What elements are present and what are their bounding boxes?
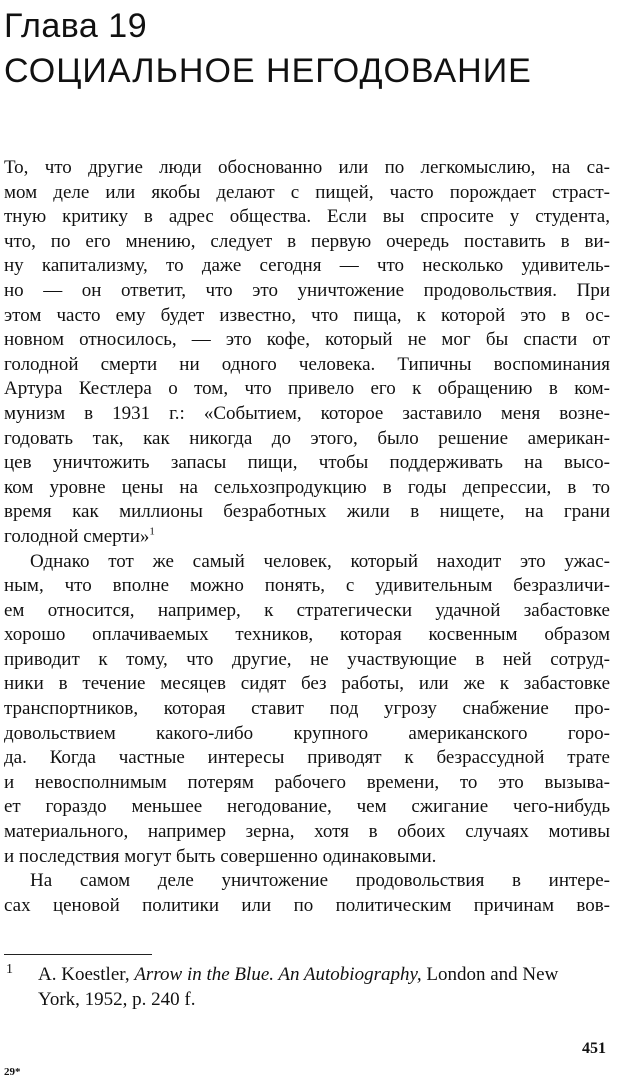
footnote-reference[interactable]: 1 xyxy=(149,525,155,538)
text-line: ет гораздо меньшее негодование, чем сжигание чего-нибудь xyxy=(4,796,610,818)
text-line: годовать так, как никогда до этого, было решение американ- xyxy=(4,427,610,449)
text-line: голодной смерти» xyxy=(4,525,150,547)
text-line: ну капитализму, то даже сегодня — что несколько удивитель- xyxy=(4,255,610,277)
text-line: ники в течение месяцев сидят без работы, или же к забастовке xyxy=(4,673,610,695)
signature-mark: 29* xyxy=(4,1066,21,1078)
text-line: ком уровне цены на сельхозпродукцию в годы депрессии, в то xyxy=(4,476,610,498)
text-line: ным, что вполне можно понять, с удивительным безразличи- xyxy=(4,575,610,597)
text-line: да. Когда частные интересы приводят к безрассудной трате xyxy=(4,747,610,769)
text-line: Однако тот же самый человек, который находит это ужас- xyxy=(30,550,610,572)
text-line: довольствием какого-либо крупного американского горо- xyxy=(4,722,610,744)
text-line: транспортников, которая ставит под угрозу снабжение про- xyxy=(4,698,610,720)
paragraph-1 xyxy=(4,156,610,550)
footnote-work-title: Arrow in the Blue. An Autobiography, xyxy=(134,964,422,985)
text-line: сах ценовой политики или по политическим причинам вов- xyxy=(4,894,610,916)
text-line: но — он ответит, что это уничтожение продовольствия. При xyxy=(4,279,610,301)
chapter-label: Глава 19 xyxy=(4,7,148,45)
text-line: То, что другие люди обоснованно или по легкомыслию, на са- xyxy=(4,157,610,178)
paragraph-2 xyxy=(4,550,610,870)
text-line: ем относится, например, к стратегически удачной забастовке xyxy=(4,599,610,621)
footnote-line-1 xyxy=(4,962,610,987)
text-line: тную критику в адрес общества. Если вы спросите у студента, xyxy=(4,206,610,228)
text-line: Артура Кестлера о том, что привело его к обращению в ком- xyxy=(4,378,610,400)
chapter-title: СОЦИАЛЬНОЕ НЕГОДОВАНИЕ xyxy=(4,52,532,90)
text-line: приводит к тому, что другие, не участвующие в ней сотруд- xyxy=(4,648,610,670)
page-number: 451 xyxy=(582,1040,606,1057)
text-line: и последствия могут быть совершенно одинаковыми. xyxy=(4,845,437,867)
footnote-line-2: York, 1952, p. 240 f. xyxy=(38,989,196,1010)
text-line: и невосполнимым потерям рабочего времени, то это вызыва- xyxy=(4,771,610,793)
text-line: что, по его мнению, следует в первую очередь поставить в ви- xyxy=(4,230,610,252)
footnote-number: 1 xyxy=(6,962,13,977)
text-line: мом деле или якобы делают с пищей, часто порождает страст- xyxy=(4,181,610,203)
text-line: мунизм в 1931 г.: «Событием, которое заставило меня возне- xyxy=(4,402,610,424)
footnote xyxy=(4,962,610,1012)
footnote-divider xyxy=(4,954,152,955)
text-line-with-footnote-ref xyxy=(4,525,610,550)
text-line: голодной смерти ни одного человека. Типичны воспоминания xyxy=(4,353,610,375)
text-line: На самом деле уничтожение продовольствия в интере- xyxy=(30,870,610,892)
text-line: этом часто ему будет известно, что пища, к которой это в ос- xyxy=(4,304,610,326)
text-line: цев уничтожить запасы пищи, чтобы поддерживать на высо- xyxy=(4,452,610,474)
text-line: хорошо оплачиваемых техников, которая косвенным образом xyxy=(4,624,610,646)
footnote-author: A. Koestler, xyxy=(38,964,135,985)
body-text xyxy=(4,156,610,918)
text-line: материального, например зерна, хотя в обоих случаях мотивы xyxy=(4,821,610,843)
footnote-publisher: London and New xyxy=(421,964,559,985)
text-line: время как миллионы безработных жили в нищете, на грани xyxy=(4,501,610,523)
paragraph-3 xyxy=(4,869,610,918)
text-line: новном относилось, — это кофе, который не мог бы спасти от xyxy=(4,329,610,351)
